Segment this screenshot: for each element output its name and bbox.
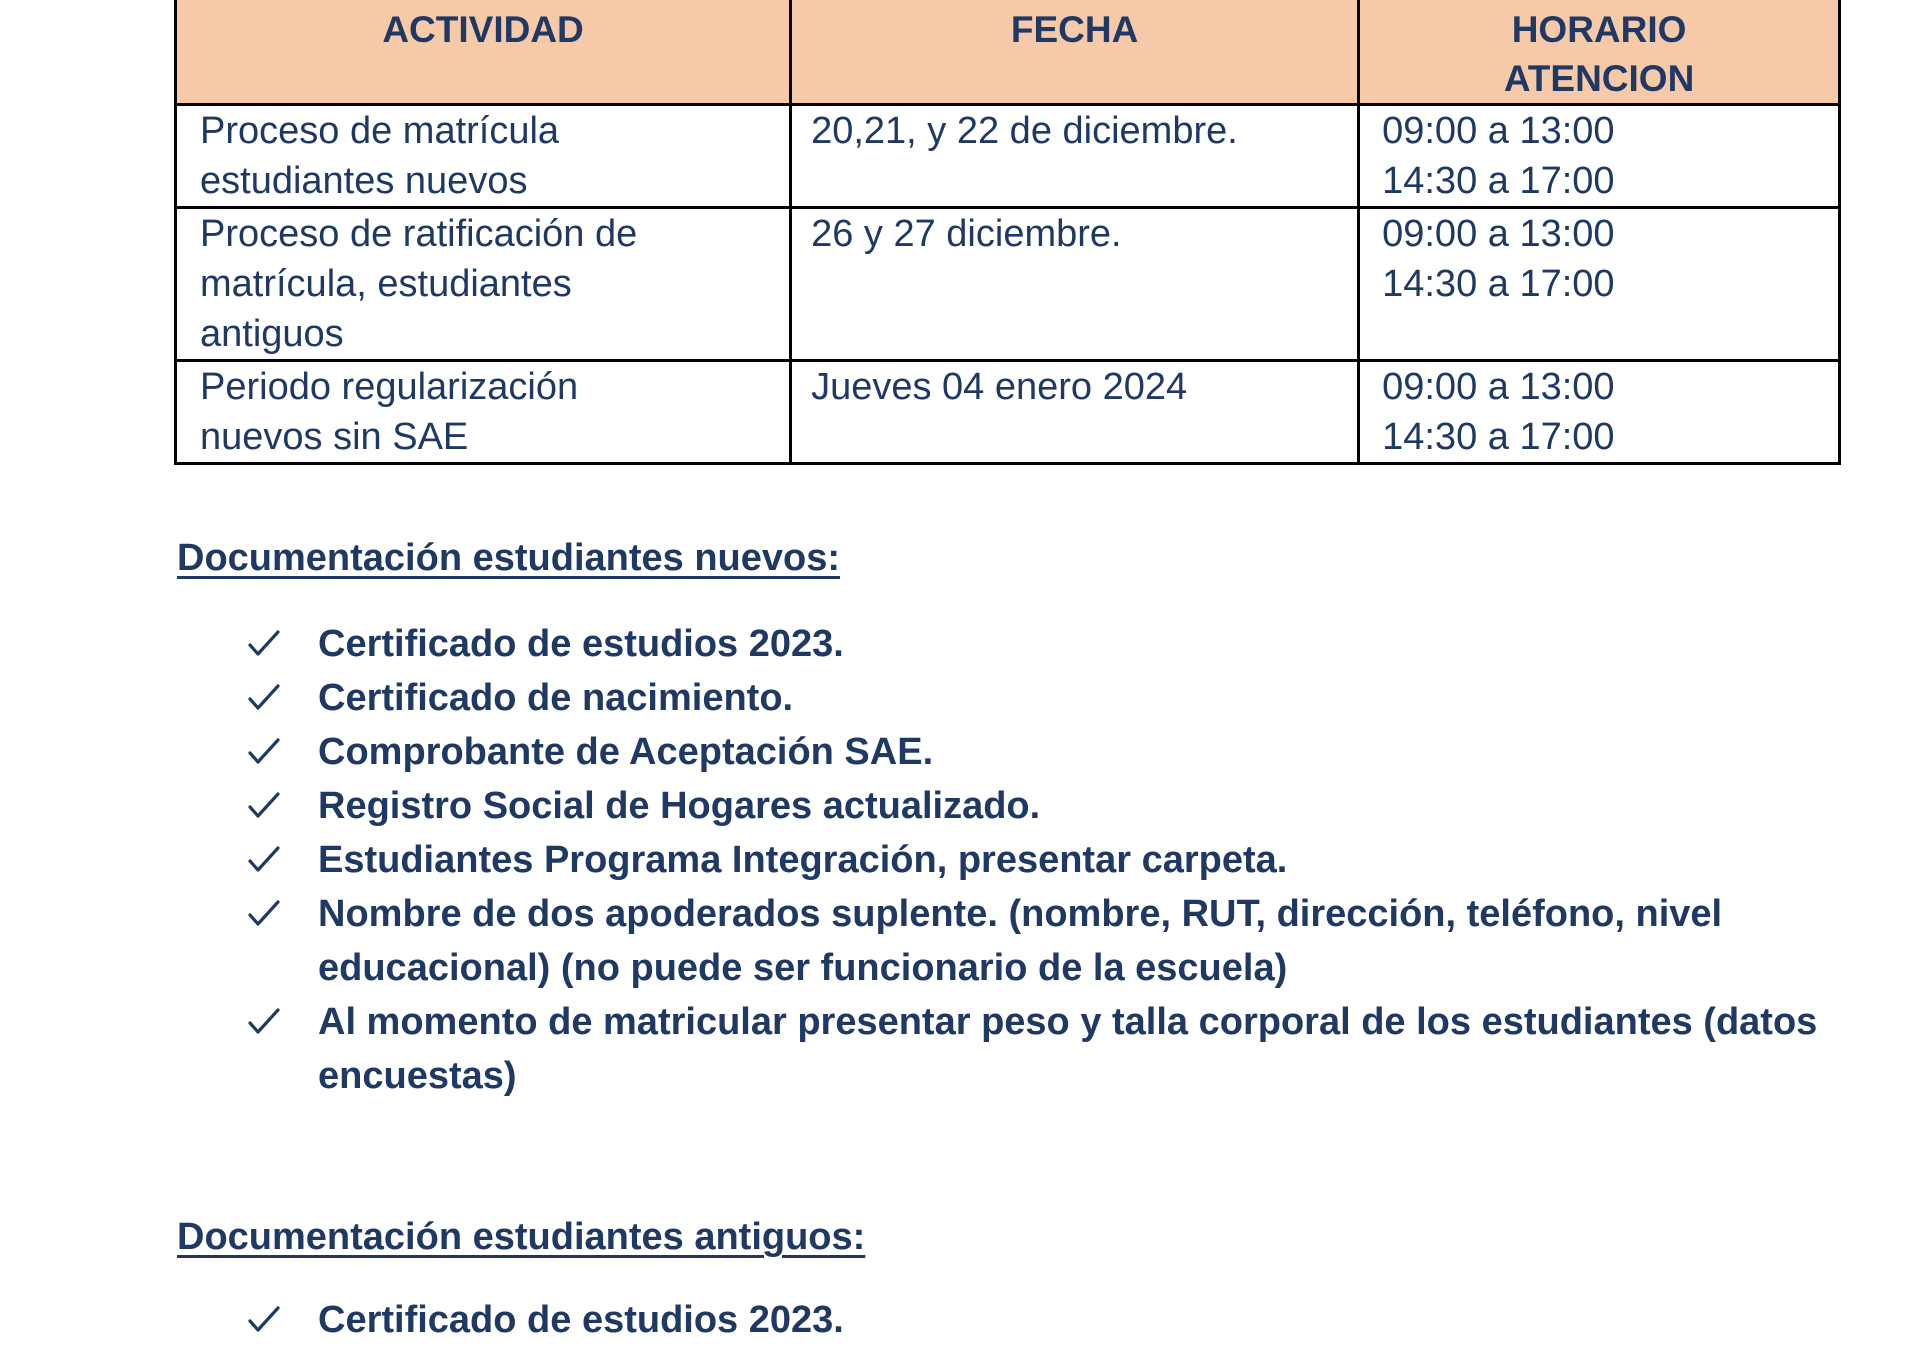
list-item-text: Certificado de nacimiento. [318, 677, 794, 719]
header-activity [176, 0, 791, 105]
header-date [791, 0, 1359, 105]
cell-hours [1359, 361, 1840, 464]
new-students-docs-list [0, 617, 1858, 1103]
activity-line: Periodo regularización [200, 366, 579, 408]
activity-line: estudiantes nuevos [200, 160, 528, 202]
cell-date [791, 105, 1359, 208]
date-text: 20,21, y 22 de diciembre. [811, 110, 1238, 152]
list-item-text: Nombre de dos apoderados suplente. (nombre, RUT, dirección, teléfono, nivel educacional) (no puede ser funcionario de la escuela) [318, 893, 1723, 989]
list-item-text: Certificado de estudios 2023. [318, 1299, 844, 1341]
activity-line: antiguos [200, 313, 344, 355]
schedule-table [174, 0, 1841, 465]
check-icon [248, 899, 280, 927]
hours-line: 09:00 a 13:00 [1382, 110, 1615, 152]
activity-line: nuevos sin SAE [200, 416, 469, 458]
cell-activity [176, 105, 791, 208]
cell-date [791, 208, 1359, 361]
list-item [0, 617, 1858, 671]
cell-date [791, 361, 1359, 464]
returning-students-docs-heading: Documentación estudiantes antiguos: [177, 1216, 866, 1258]
list-item [0, 995, 1858, 1103]
cell-hours [1359, 208, 1840, 361]
list-item [0, 887, 1858, 995]
header-activity-label: ACTIVIDAD [382, 9, 584, 50]
header-hours [1359, 0, 1840, 105]
list-item [0, 779, 1858, 833]
table-row [176, 208, 1840, 361]
list-item [0, 833, 1858, 887]
hours-line: 09:00 a 13:00 [1382, 366, 1615, 408]
check-icon [248, 1007, 280, 1035]
list-item-text: Al momento de matricular presentar peso y talla corporal de los estudiantes (datos encuestas) [318, 1001, 1818, 1097]
header-hours-label-line1: HORARIO [1511, 9, 1687, 50]
list-item [0, 671, 1858, 725]
returning-students-docs-list [0, 1293, 1858, 1347]
hours-line: 14:30 a 17:00 [1382, 416, 1615, 458]
header-hours-label-line2: ATENCION [1503, 58, 1695, 99]
hours-line: 14:30 a 17:00 [1382, 263, 1615, 305]
activity-line: matrícula, estudiantes [200, 263, 572, 305]
check-icon [248, 629, 280, 657]
date-text: Jueves 04 enero 2024 [811, 366, 1188, 408]
check-icon [248, 845, 280, 873]
table-row [176, 105, 1840, 208]
hours-line: 14:30 a 17:00 [1382, 160, 1615, 202]
cell-activity [176, 208, 791, 361]
table-row [176, 361, 1840, 464]
list-item [0, 1293, 1858, 1347]
list-item-text: Comprobante de Aceptación SAE. [318, 731, 934, 773]
hours-line: 09:00 a 13:00 [1382, 213, 1615, 255]
cell-activity [176, 361, 791, 464]
date-text: 26 y 27 diciembre. [811, 213, 1122, 255]
check-icon [248, 683, 280, 711]
header-date-label: FECHA [1010, 9, 1139, 50]
check-icon [248, 791, 280, 819]
new-students-docs-heading: Documentación estudiantes nuevos: [177, 537, 841, 579]
activity-line: Proceso de matrícula [200, 110, 560, 152]
list-item-text: Registro Social de Hogares actualizado. [318, 785, 1041, 827]
cell-hours [1359, 105, 1840, 208]
list-item [0, 725, 1858, 779]
check-icon [248, 1305, 280, 1333]
list-item-text: Certificado de estudios 2023. [318, 623, 844, 665]
activity-line: Proceso de ratificación de [200, 213, 638, 255]
check-icon [248, 737, 280, 765]
table-header-row [176, 0, 1840, 105]
list-item-text: Estudiantes Programa Integración, presentar carpeta. [318, 839, 1288, 881]
